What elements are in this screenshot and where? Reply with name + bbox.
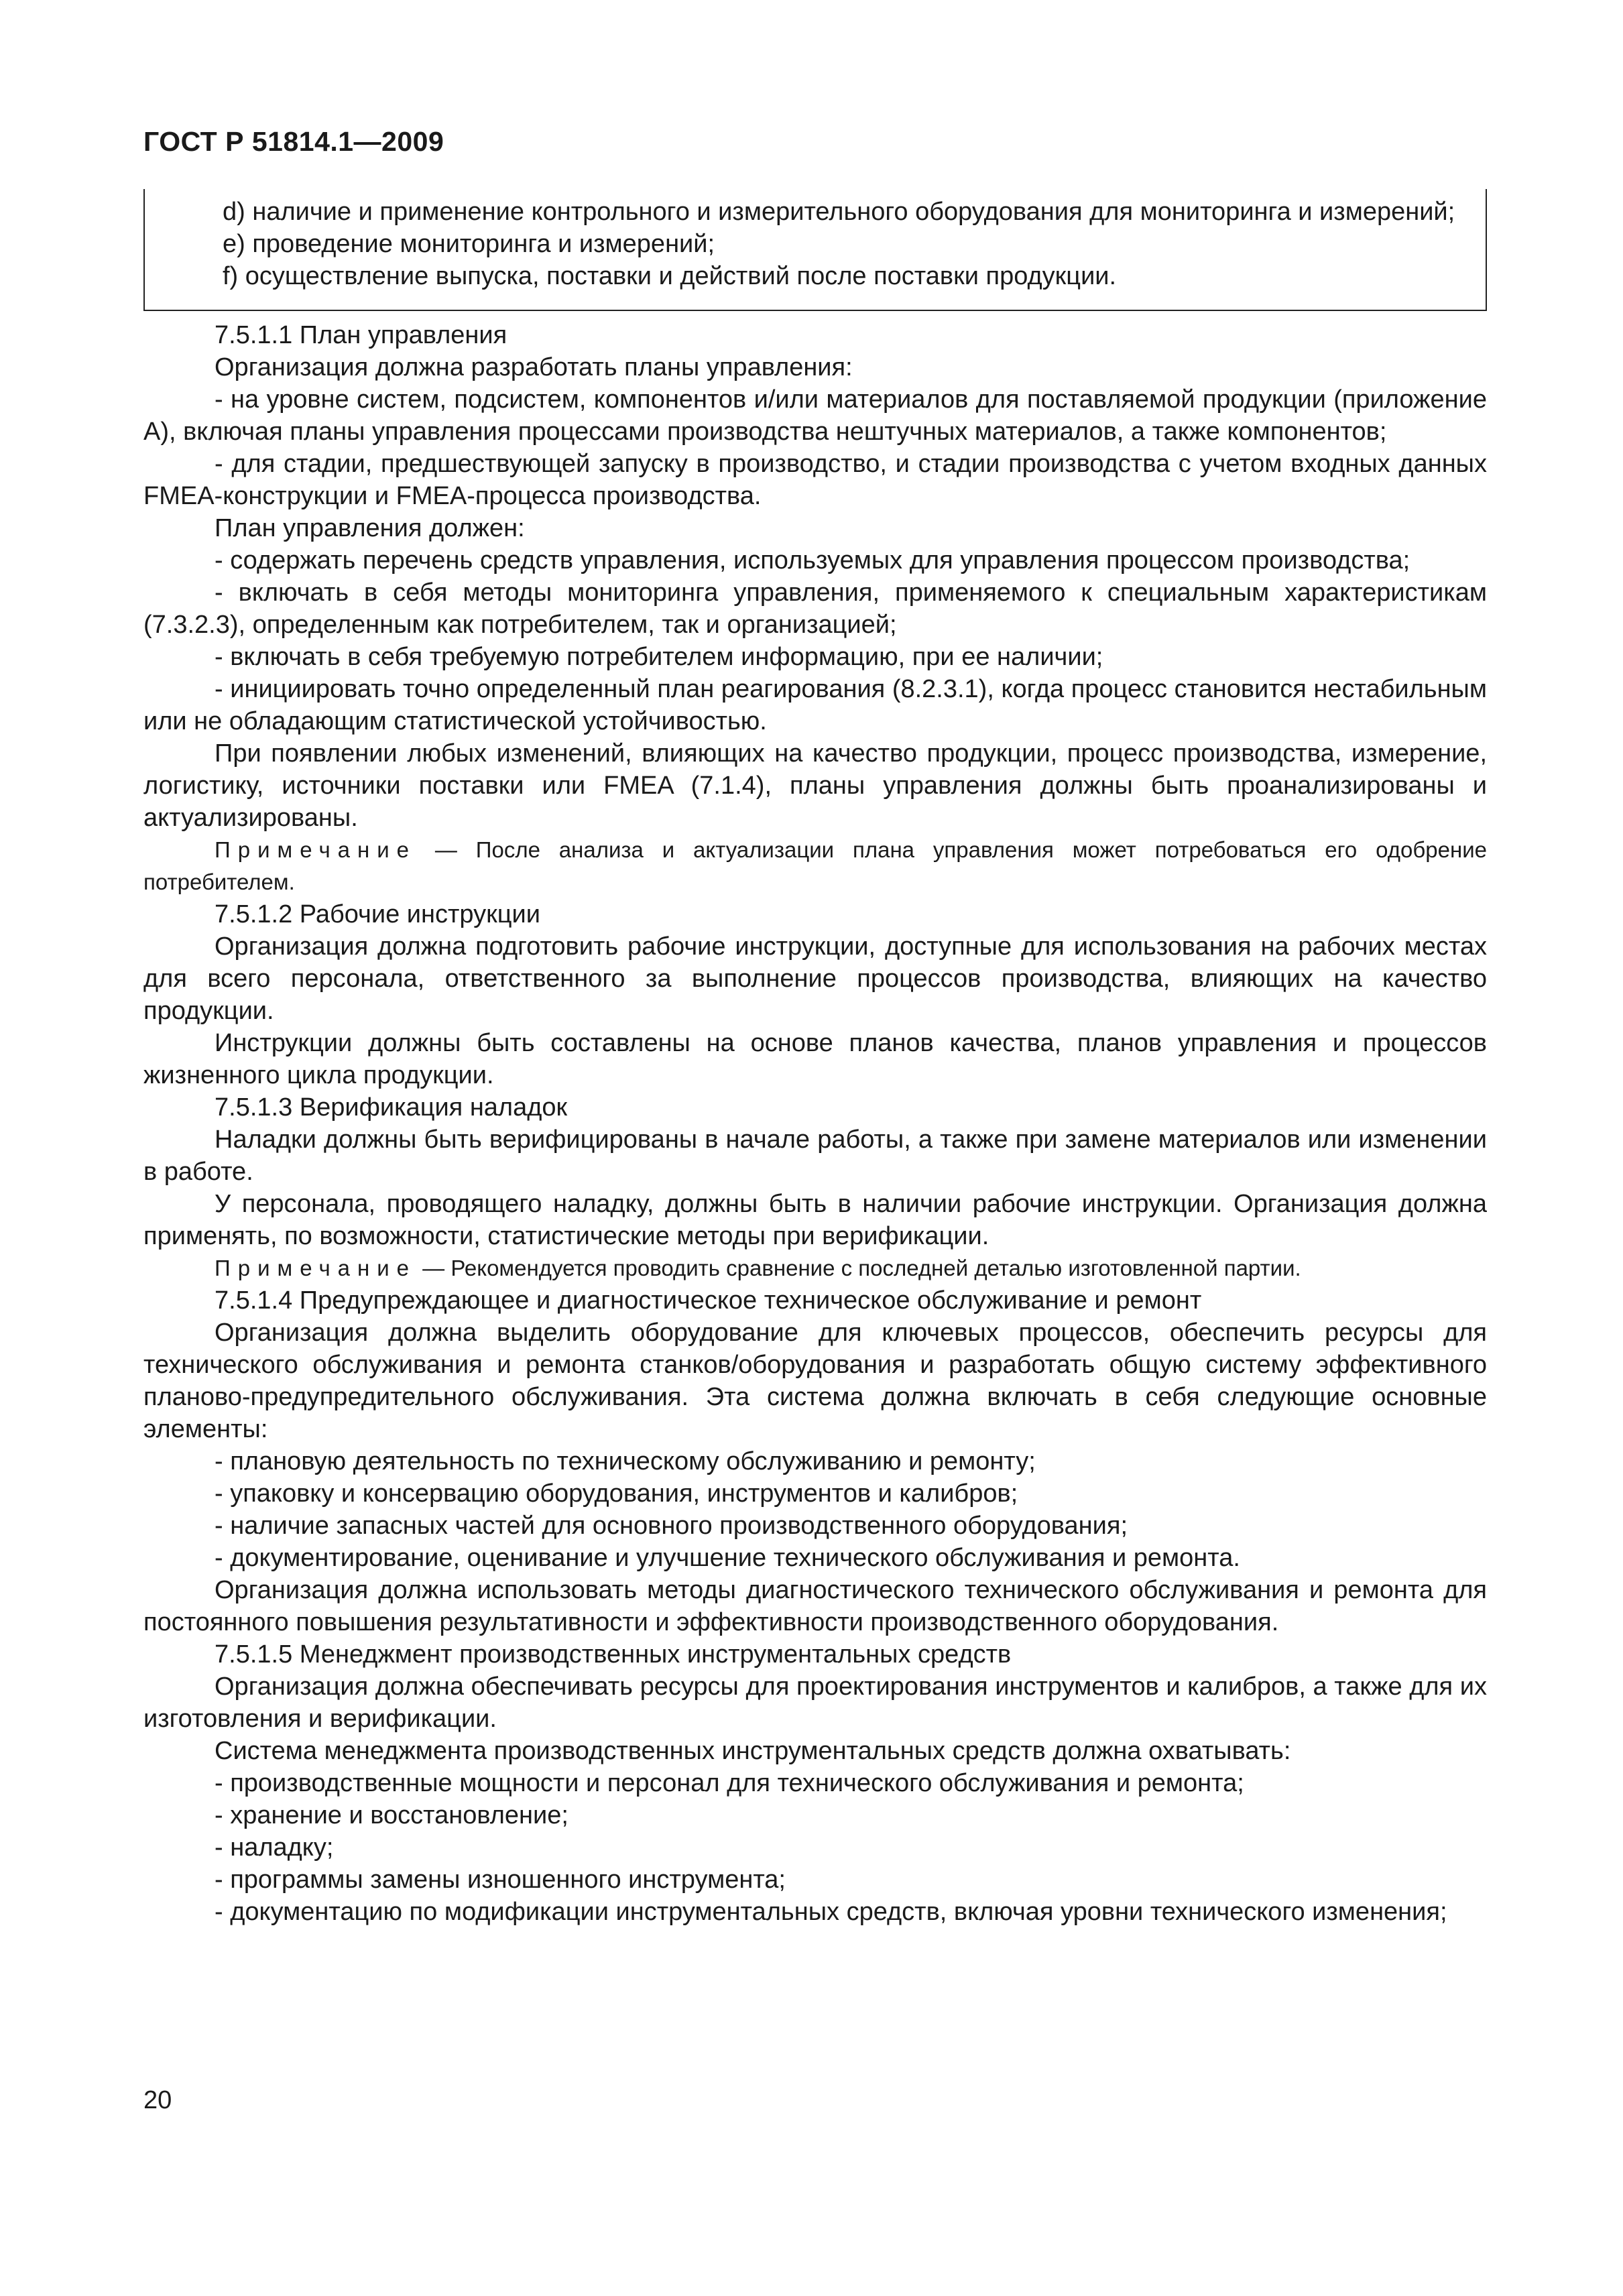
paragraph: Наладки должны быть верифицированы в начале работы, а также при замене материалов или изменении в работе. xyxy=(143,1126,1487,1186)
list-item: e) проведение мониторинга и измерений; xyxy=(223,230,715,258)
boxed-list-continuation xyxy=(143,189,1487,311)
list-item: - на уровне систем, подсистем, компонентов и/или материалов для поставляемой продукции (приложение А), включая планы управления процессами производства нештучных материалов, а также компонентов; xyxy=(143,385,1487,446)
paragraph: Система менеджмента производственных инструментальных средств должна охватывать: xyxy=(215,1737,1291,1765)
list-item: d) наличие и применение контрольного и измерительного оборудования для мониторинга и измерений; xyxy=(223,198,1455,226)
list-item: - упаковку и консервацию оборудования, инструментов и калибров; xyxy=(215,1479,1018,1508)
paragraph: Инструкции должны быть составлены на основе планов качества, планов управления и процессов жизненного цикла продукции. xyxy=(143,1029,1487,1089)
note xyxy=(143,1252,1487,1284)
paragraph: У персонала, проводящего наладку, должны быть в наличии рабочие инструкции. Организация должна применять, по возможности, статистические методы при верификации. xyxy=(143,1190,1487,1250)
list-item: - документацию по модификации инструментальных средств, включая уровни технического изменения; xyxy=(215,1898,1447,1926)
list-item: - производственные мощности и персонал для технического обслуживания и ремонта; xyxy=(215,1769,1244,1797)
standard-header: ГОСТ Р 51814.1—2009 xyxy=(143,126,444,157)
note-text: — После анализа и актуализации плана управления может потребоваться его одобрение потребителем. xyxy=(143,837,1487,894)
page-number: 20 xyxy=(143,2086,172,2114)
list-item: - хранение и восстановление; xyxy=(215,1801,568,1829)
paragraph: План управления должен: xyxy=(215,514,525,542)
list-item: f) осуществление выпуска, поставки и действий после поставки продукции. xyxy=(223,262,1117,290)
paragraph: Организация должна использовать методы диагностического технического обслуживания и ремонта для постоянного повышения результативности и эффективности производственного оборудования. xyxy=(143,1576,1487,1636)
paragraph: При появлении любых изменений, влияющих на качество продукции, процесс производства, измерение, логистику, источники поставки или FMEA (7.1.4), планы управления должны быть проанализированы и актуализированы. xyxy=(143,739,1487,832)
section-heading: 7.5.1.1 План управления xyxy=(215,321,507,349)
section-heading: 7.5.1.2 Рабочие инструкции xyxy=(215,900,540,928)
paragraph: Организация должна обеспечивать ресурсы для проектирования инструментов и калибров, а также для их изготовления и верификации. xyxy=(143,1673,1487,1733)
list-item: - наличие запасных частей для основного производственного оборудования; xyxy=(215,1512,1128,1540)
note-label: Примечание xyxy=(215,1256,417,1280)
paragraph: Организация должна выделить оборудование для ключевых процессов, обеспечить ресурсы для технического обслуживания и ремонта станков/оборудования и разработать общую систему эффективного планово-предупредительного обслуживания. Эта система должна включать в себя следующие основные элементы: xyxy=(143,1319,1487,1443)
list-item: - плановую деятельность по техническому обслуживанию и ремонту; xyxy=(215,1447,1036,1475)
paragraph: Организация должна подготовить рабочие инструкции, доступные для использования на рабочих местах для всего персонала, ответственного за выполнение процессов производства, влияющих на качество продукции. xyxy=(143,932,1487,1025)
list-item: - включать в себя методы мониторинга управления, применяемого к специальным характеристикам (7.3.2.3), определенным как потребителем, так и организацией; xyxy=(143,579,1487,639)
list-item: - документирование, оценивание и улучшение технического обслуживания и ремонта. xyxy=(215,1544,1240,1572)
section-heading: 7.5.1.4 Предупреждающее и диагностическое техническое обслуживание и ремонт xyxy=(215,1286,1202,1315)
note-label: Примечание xyxy=(215,837,417,862)
list-item: - содержать перечень средств управления, используемых для управления процессом производства; xyxy=(215,546,1410,575)
list-item: - инициировать точно определенный план реагирования (8.2.3.1), когда процесс становится нестабильным или не обладающим статистической устойчивостью. xyxy=(143,675,1487,735)
list-item: - для стадии, предшествующей запуску в производство, и стадии производства с учетом входных данных FMEA-конструкции и FMEA-процесса производства. xyxy=(143,450,1487,510)
list-item: - программы замены изношенного инструмента; xyxy=(215,1866,786,1894)
list-item: - наладку; xyxy=(215,1833,334,1862)
paragraph: Организация должна разработать планы управления: xyxy=(215,353,853,381)
note xyxy=(143,834,1487,898)
page-content xyxy=(143,189,1487,1928)
section-heading: 7.5.1.3 Верификация наладок xyxy=(215,1093,568,1122)
note-text: — Рекомендуется проводить сравнение с последней деталью изготовленной партии. xyxy=(416,1256,1301,1280)
list-item: - включать в себя требуемую потребителем информацию, при ее наличии; xyxy=(215,643,1103,671)
section-heading: 7.5.1.5 Менеджмент производственных инструментальных средств xyxy=(215,1640,1012,1669)
